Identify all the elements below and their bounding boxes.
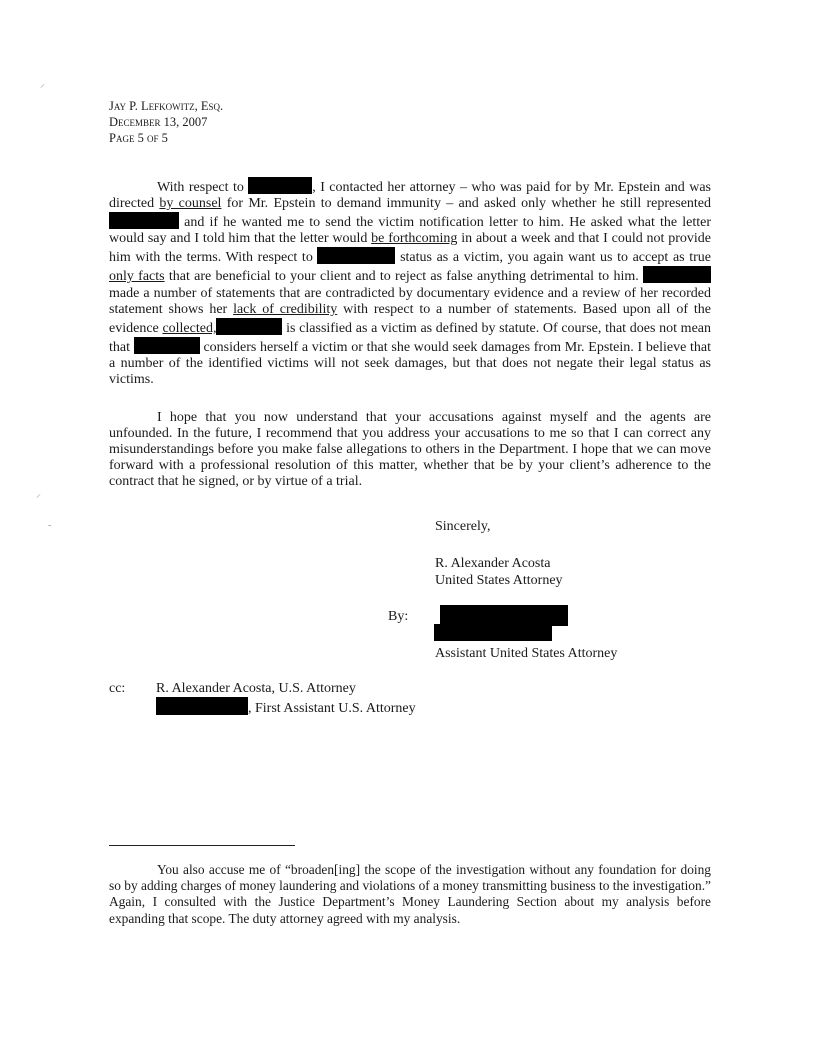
redacted-signature xyxy=(440,605,568,626)
by-label: By: xyxy=(388,609,409,624)
signatory-name: R. Alexander Acosta xyxy=(435,556,551,571)
scan-mark: ⸝ xyxy=(40,79,45,90)
cc-recipient-1: R. Alexander Acosta, U.S. Attorney xyxy=(156,681,356,696)
signatory-title: United States Attorney xyxy=(435,573,563,588)
signer-title: Assistant United States Attorney xyxy=(435,646,618,661)
redaction-box xyxy=(317,247,395,264)
letter-header xyxy=(109,98,223,146)
footnote: You also accuse me of “broaden[ing] the scope of the investigation without any foundation for doing so by adding charges of money laundering and violations of a money transmitting business to the investigation.” Again, I consulted with the Justice Department’s Money Laundering Section about my analysis before expanding that scope. The duty attorney agreed with my analysis. xyxy=(109,862,711,926)
redaction-box xyxy=(643,266,711,283)
redaction-box xyxy=(248,177,312,194)
letter-date: December 13, 2007 xyxy=(109,115,208,129)
scan-mark: ⸝ xyxy=(36,489,41,500)
redaction-box xyxy=(109,212,179,229)
cc-recipient-2: , First Assistant U.S. Attorney xyxy=(156,697,416,718)
closing-salutation: Sincerely, xyxy=(435,519,491,534)
redaction-box xyxy=(216,318,282,335)
page-number: Page 5 of 5 xyxy=(109,131,168,145)
footnote-divider xyxy=(109,845,295,846)
paragraph-victim-status: With respect to , I contacted her attorney – who was paid for by Mr. Epstein and was directed by counsel for Mr. Epstein to demand immunity – and asked only whether he still represented and if he wanted me to send the victim notification letter to him. He asked what the letter would say and I told him that the letter would be forthcoming in about a week and that I could not provide him with the terms. With respect to status as a victim, you again want us to accept as true only facts that are beneficial to your client and to reject as false anything detrimental to him. made a number of statements that are contradicted by documentary evidence and a review of her recorded statement shows her lack of credibility with respect to a number of statements. Based upon all of the evidence collected, is classified as a victim as defined by statute. Of course, that does not mean that considers herself a victim or that she would seek damages from Mr. Epstein. I believe that a number of the identified victims will not seek damages, but that does not negate their legal status as victims. xyxy=(109,177,711,388)
redaction-box xyxy=(134,337,200,354)
scan-mark: - xyxy=(48,520,52,531)
redaction-box xyxy=(156,697,248,715)
recipient-name: Jay P. Lefkowitz, Esq. xyxy=(109,99,224,113)
paragraph-closing: I hope that you now understand that your accusations against myself and the agents are unfounded. In the future, I recommend that you address your accusations to me so that I can correct any misunderstandings before you make false allegations to others in the Department. I hope that we can move forward with a professional resolution of this matter, whether that be by your client’s adherence to the contract that he signed, or by virtue of a trial. xyxy=(109,410,711,490)
cc-label: cc: xyxy=(109,681,126,696)
redacted-signer-name xyxy=(434,624,552,641)
